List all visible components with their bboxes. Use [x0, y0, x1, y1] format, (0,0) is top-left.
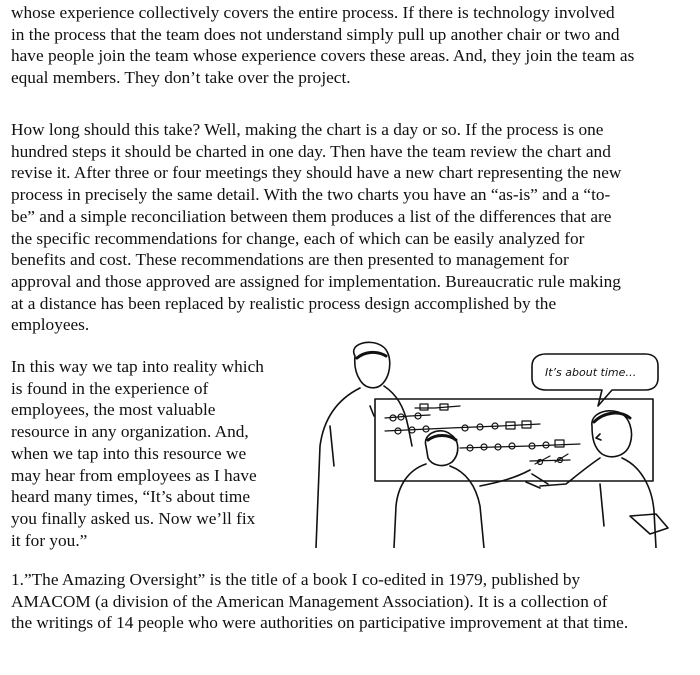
text-line: heard many times, “It’s about time	[11, 487, 250, 507]
paragraph-team-membership	[11, 2, 693, 89]
text-line: 1.”The Amazing Oversight” is the title of a book I co-edited in 1979, published by	[11, 570, 581, 589]
text-line: employees.	[11, 315, 90, 335]
text-line: the writings of 14 people who were authorities on participative improvement at that time.	[11, 613, 629, 633]
text-line: How long should this take? Well, making the chart is a day or so. If the process is one	[11, 120, 604, 139]
text-line: revise it. After three or four meetings they should have a new chart representing the new	[11, 163, 622, 183]
speech-bubble-text: It’s about time…	[545, 366, 637, 379]
text-line: equal members. They don’t take over the project.	[11, 68, 351, 88]
text-line: In this way we tap into reality which	[11, 357, 264, 376]
text-line: in the process that the team does not understand simply pull up another chair or two and	[11, 24, 620, 44]
footnote	[11, 569, 693, 634]
text-line: may hear from employees as I have	[11, 465, 257, 485]
text-line: process in precisely the same detail. With the two charts you have an “as-is” and a “to-	[11, 185, 611, 205]
text-line: whose experience collectively covers the entire process. If there is technology involved	[11, 3, 615, 22]
flowchart-drawing	[385, 404, 580, 465]
text-line: is found in the experience of	[11, 378, 209, 398]
text-line: it for you.”	[11, 530, 88, 550]
text-line: the specific recommendations for change, each of which can be easily analyzed for	[11, 228, 585, 248]
text-line: employees, the most valuable	[11, 400, 216, 420]
text-line: hundred steps it should be charted in one day. Then have the team review the chart and	[11, 141, 611, 161]
text-line: when we tap into this resource we	[11, 443, 247, 463]
standing-man-figure	[316, 342, 412, 548]
text-line: benefits and cost. These recommendations are then presented to management for	[11, 250, 569, 270]
paragraph-tap-into-reality	[11, 356, 296, 551]
text-line: approval and those approved are assigned for implementation. Bureaucratic rule making	[11, 271, 621, 291]
text-line: you finally asked us. Now we’ll fix	[11, 508, 256, 528]
paragraph-timeline	[11, 119, 693, 336]
team-flowchart-illustration	[300, 336, 695, 548]
text-line: have people join the team whose experience covers these areas. And, they join the team as	[11, 46, 635, 66]
text-line: AMACOM (a division of the American Management Association). It is a collection of	[11, 591, 608, 611]
text-line: resource in any organization. And,	[11, 422, 249, 442]
text-line: at a distance has been replaced by realistic process design accomplished by the	[11, 293, 557, 313]
pointing-person-figure	[526, 411, 668, 548]
text-line: be” and a simple reconciliation between them produces a list of the differences that are	[11, 206, 612, 226]
